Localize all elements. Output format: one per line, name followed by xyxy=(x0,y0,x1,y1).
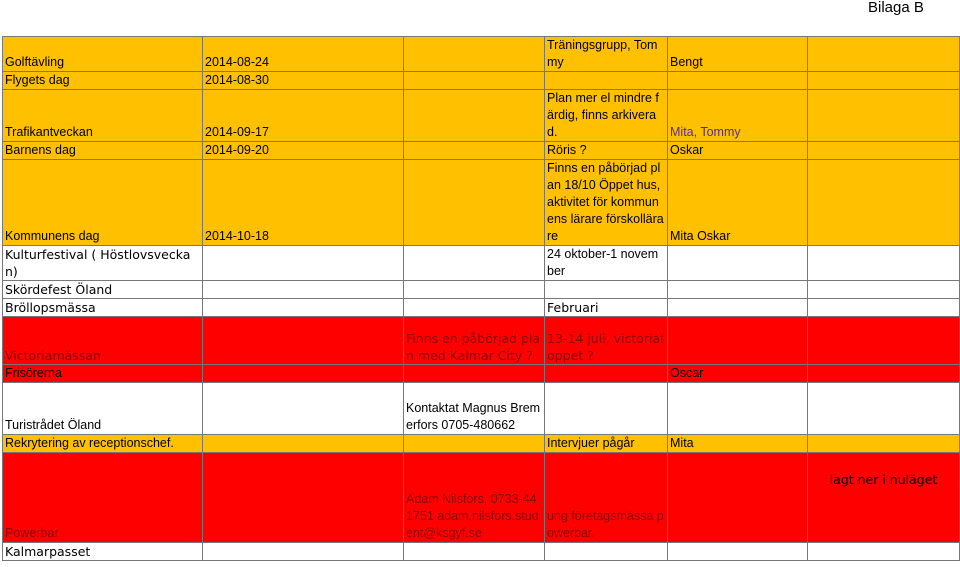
date-cell: 2014-10-18 xyxy=(203,160,404,246)
table-row xyxy=(3,543,960,561)
note-cell xyxy=(404,160,545,246)
status-cell: Intervjuer pågår xyxy=(545,435,668,453)
note-cell xyxy=(404,365,545,383)
extra-cell xyxy=(808,317,960,365)
event-cell: Turistrådet Öland xyxy=(3,383,203,435)
date-cell xyxy=(203,383,404,435)
owner-cell xyxy=(668,317,808,365)
date-cell xyxy=(203,543,404,561)
owner-cell: Mita, Tommy xyxy=(668,90,808,142)
date-cell xyxy=(203,435,404,453)
owner-cell: Bengt xyxy=(668,37,808,72)
status-cell: Plan mer el mindre färdig, finns arkiverad. xyxy=(545,90,668,142)
event-table xyxy=(2,36,960,561)
date-cell xyxy=(203,365,404,383)
extra-cell xyxy=(808,37,960,72)
owner-cell xyxy=(668,543,808,561)
table-row xyxy=(3,281,960,299)
extra-cell xyxy=(808,281,960,299)
note-cell xyxy=(404,72,545,90)
note-cell xyxy=(404,246,545,281)
event-cell: Victoriamässan xyxy=(3,317,203,365)
date-cell xyxy=(203,299,404,317)
event-cell: Bröllopsmässa xyxy=(3,299,203,317)
owner-cell xyxy=(668,299,808,317)
note-cell xyxy=(404,281,545,299)
date-cell xyxy=(203,246,404,281)
note-cell xyxy=(404,543,545,561)
extra-cell xyxy=(808,543,960,561)
status-cell xyxy=(545,365,668,383)
note-cell: Kontaktat Magnus Bremerfors 0705-480662 xyxy=(404,383,545,435)
date-cell: 2014-08-30 xyxy=(203,72,404,90)
document-title: Bilaga B xyxy=(868,0,924,16)
extra-cell xyxy=(808,383,960,435)
owner-cell xyxy=(668,72,808,90)
table-row xyxy=(3,142,960,160)
event-cell: Kulturfestival ( Höstlovsveckan) xyxy=(3,246,203,281)
status-cell: ung företagsmässa powerbar. xyxy=(545,453,668,543)
extra-cell xyxy=(808,160,960,246)
extra-cell xyxy=(808,142,960,160)
status-cell xyxy=(545,72,668,90)
date-cell xyxy=(203,453,404,543)
note-cell xyxy=(404,435,545,453)
table-row xyxy=(3,37,960,72)
date-cell: 2014-09-20 xyxy=(203,142,404,160)
status-cell: 13-14 juli, victorialoppet ? xyxy=(545,317,668,365)
status-cell: Finns en påbörjad plan 18/10 Öppet hus, aktivitet för kommunens lärare förskollärare xyxy=(545,160,668,246)
event-cell: Skördefest Öland xyxy=(3,281,203,299)
table-row xyxy=(3,383,960,435)
note-cell xyxy=(404,142,545,160)
note-cell: Finns en påbörjad plan med Kalmar City ? xyxy=(404,317,545,365)
event-cell: Powerbar xyxy=(3,453,203,543)
owner-cell xyxy=(668,246,808,281)
owner-cell: Mita xyxy=(668,435,808,453)
date-cell xyxy=(203,281,404,299)
date-cell xyxy=(203,317,404,365)
status-cell xyxy=(545,281,668,299)
owner-cell: Mita Oskar xyxy=(668,160,808,246)
table-row xyxy=(3,453,960,543)
owner-cell xyxy=(668,383,808,435)
status-cell xyxy=(545,543,668,561)
note-cell xyxy=(404,37,545,72)
event-cell: Golftävling xyxy=(3,37,203,72)
extra-cell xyxy=(808,90,960,142)
owner-cell xyxy=(668,453,808,543)
table-row xyxy=(3,246,960,281)
table-row xyxy=(3,299,960,317)
event-cell: Barnens dag xyxy=(3,142,203,160)
event-cell: Flygets dag xyxy=(3,72,203,90)
note-cell xyxy=(404,299,545,317)
event-cell: Frisörerna xyxy=(3,365,203,383)
table-row xyxy=(3,317,960,365)
owner-cell: Oscar xyxy=(668,365,808,383)
date-cell: 2014-08-24 xyxy=(203,37,404,72)
extra-cell xyxy=(808,246,960,281)
event-cell: Kalmarpasset xyxy=(3,543,203,561)
table-row xyxy=(3,365,960,383)
extra-cell xyxy=(808,365,960,383)
table-row xyxy=(3,72,960,90)
extra-cell xyxy=(808,435,960,453)
table-row xyxy=(3,160,960,246)
extra-cell: lagt ner i nuläget xyxy=(808,453,960,543)
note-cell: Adam Nilsfors, 0733-441751 adam.nilsfors.student@ksgyf.se xyxy=(404,453,545,543)
status-cell: 24 oktober-1 november xyxy=(545,246,668,281)
owner-cell xyxy=(668,281,808,299)
date-cell: 2014-09-17 xyxy=(203,90,404,142)
extra-cell xyxy=(808,299,960,317)
status-cell: Röris ? xyxy=(545,142,668,160)
status-cell: Träningsgrupp, Tommy xyxy=(545,37,668,72)
event-cell: Trafikantveckan xyxy=(3,90,203,142)
owner-cell: Oskar xyxy=(668,142,808,160)
table-row xyxy=(3,435,960,453)
event-cell: Kommunens dag xyxy=(3,160,203,246)
table-row xyxy=(3,90,960,142)
extra-cell xyxy=(808,72,960,90)
status-cell: Februari xyxy=(545,299,668,317)
event-cell: Rekrytering av receptionschef. xyxy=(3,435,203,453)
note-cell xyxy=(404,90,545,142)
status-cell xyxy=(545,383,668,435)
